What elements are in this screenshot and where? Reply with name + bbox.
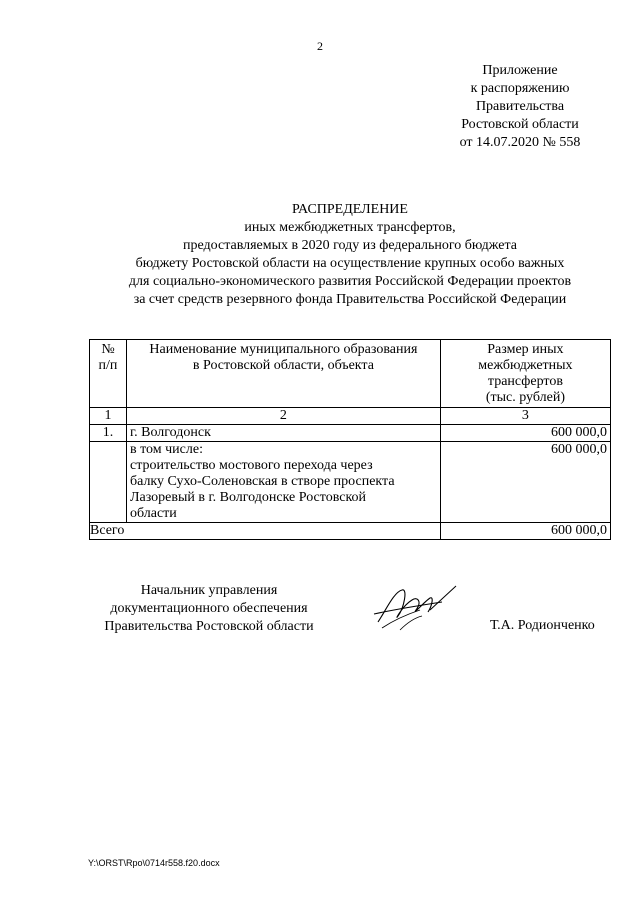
table-header-row	[90, 340, 611, 408]
header-amount-line: межбюджетных трансфертов	[478, 358, 573, 389]
header-amount	[440, 340, 610, 408]
column-number: 3	[440, 408, 610, 425]
header-amount-line: Размер иных	[487, 342, 564, 357]
total-label: Всего	[90, 523, 441, 540]
total-amount: 600 000,0	[440, 523, 610, 540]
row-name-line: области	[129, 506, 177, 521]
header-name	[126, 340, 440, 408]
appendix-line: Приложение	[482, 63, 558, 78]
row-number	[90, 442, 127, 523]
file-path-footer: Y:\ORST\Rpo\0714r558.f20.docx	[88, 858, 220, 868]
row-name: г. Волгодонск	[126, 425, 440, 442]
row-name-line: строительство мостового перехода через	[129, 458, 373, 473]
column-number: 2	[126, 408, 440, 425]
heading-line: за счет средств резервного фонда Правительства Российской Федерации	[133, 292, 567, 307]
heading-line: для социально-экономического развития Российской Федерации проектов	[128, 274, 572, 289]
appendix-line: к распоряжению	[470, 81, 570, 96]
column-number-row	[90, 408, 611, 425]
handwritten-signature	[372, 580, 460, 640]
appendix-line: Ростовской области	[461, 117, 579, 132]
header-number-line: п/п	[98, 358, 118, 373]
header-name-line: в Ростовской области, объекта	[192, 358, 374, 373]
heading-line: иных межбюджетных трансфертов,	[244, 220, 456, 235]
heading-line: предоставляемых в 2020 году из федерального бюджета	[182, 238, 518, 253]
row-number: 1.	[90, 425, 127, 442]
position-line: Правительства Ростовской области	[104, 619, 314, 634]
position-line: Начальник управления	[140, 583, 278, 598]
header-name-line: Наименование муниципального образования	[149, 342, 418, 357]
signer-name: Т.А. Родионченко	[490, 618, 595, 633]
row-name	[126, 442, 440, 523]
table-row	[90, 442, 611, 523]
row-name-line: в том числе:	[129, 442, 203, 457]
row-amount: 600 000,0	[440, 425, 610, 442]
signature-position	[84, 582, 334, 636]
header-amount-line: (тыс. рублей)	[485, 390, 565, 405]
row-amount: 600 000,0	[440, 442, 610, 523]
heading-line: бюджету Ростовской области на осуществление крупных особо важных	[135, 256, 565, 271]
document-title: РАСПРЕДЕЛЕНИЕ	[292, 202, 408, 217]
page-number: 2	[317, 39, 323, 53]
column-number: 1	[90, 408, 127, 425]
appendix-date-number: от 14.07.2020 № 558	[459, 135, 581, 150]
row-name-line: Лазоревый в г. Волгодонске Ростовской	[129, 490, 367, 505]
table-row	[90, 425, 611, 442]
row-name-line: балку Сухо-Соленовская в створе проспекта	[129, 474, 395, 489]
appendix-line: Правительства	[475, 99, 565, 114]
total-row	[90, 523, 611, 540]
position-line: документационного обеспечения	[110, 601, 308, 616]
appendix-header	[440, 62, 600, 152]
document-heading	[60, 201, 640, 309]
header-number	[90, 340, 127, 408]
transfers-table	[89, 339, 611, 540]
header-number-line: №	[101, 342, 115, 357]
